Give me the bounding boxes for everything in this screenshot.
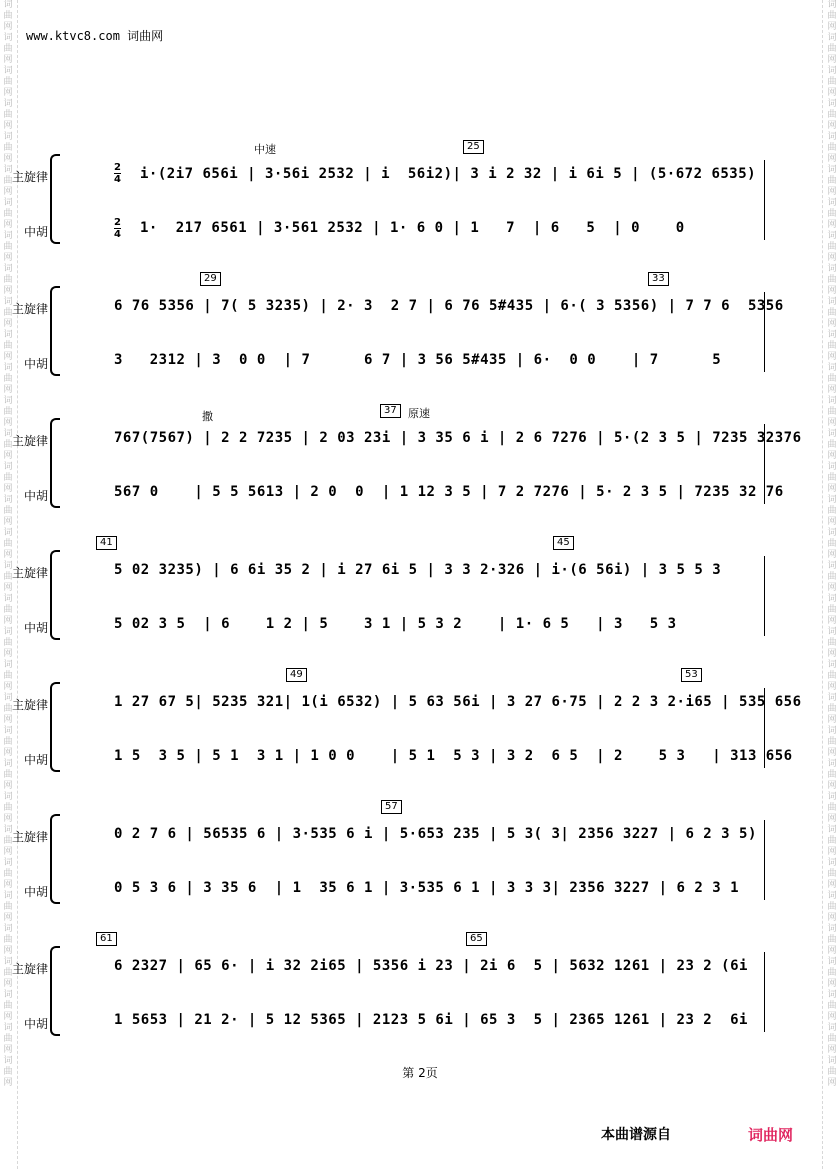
tempo-marker: 中速 <box>254 143 276 156</box>
system-brace <box>50 154 60 244</box>
bar-number: 33 <box>648 272 669 286</box>
melody-notation: 0 2 7 6 | 56535 6 | 3·535 6 i | 5·653 235 | 5 3( 3| 2356 3227 | 6 2 3 5) <box>114 826 757 842</box>
melody-notation: 767(7567) | 2 2 7235 | 2 03 23i | 3 35 6 i | 2 6 7276 | 5·(2 3 5 | 7235 32376 <box>114 430 802 446</box>
bar-number: 65 <box>466 932 487 946</box>
part-name-zhonghu: 中胡 <box>23 753 48 767</box>
right-margin-line <box>822 0 823 1169</box>
system-end-barline <box>764 556 765 636</box>
watermark-right: 词曲网词曲网词曲网词曲网词曲网词曲网词曲网词曲网词曲网词曲网词曲网词曲网词曲网词曲网词曲网词曲网词曲网词曲网词曲网词曲网词曲网词曲网词曲网词曲网词曲网词曲网词曲网词曲网词曲网词曲网词曲网词曲网词曲网 <box>827 0 837 1088</box>
part-name-melody: 主旋律 <box>11 302 48 316</box>
zhonghu-notation: 1· 217 6561 | 3·561 2532 | 1· 6 0 | 1 7 | 6 5 | 0 0 <box>140 220 703 236</box>
system-end-barline <box>764 292 765 372</box>
system-end-barline <box>764 424 765 504</box>
melody-notation: i·(2i7 656i | 3·56i 2532 | i 56i2)| 3 i 2 32 | i 6i 5 | (5·672 6535) <box>140 166 757 182</box>
part-name-zhonghu: 中胡 <box>23 621 48 635</box>
system-brace <box>50 946 60 1036</box>
part-name-melody: 主旋律 <box>11 830 48 844</box>
system-end-barline <box>764 952 765 1032</box>
system-end-barline <box>764 160 765 240</box>
bar-number: 57 <box>381 800 402 814</box>
tempo-marker: 撒 <box>202 410 213 423</box>
part-name-melody: 主旋律 <box>11 170 48 184</box>
system-brace <box>50 286 60 376</box>
melody-notation: 1 27 67 5| 5235 321| 1(i 6532) | 5 63 56i | 3 27 6·75 | 2 2 3 2·i65 | 535 656 <box>114 694 802 710</box>
source-label: 本曲谱源自 <box>601 1127 671 1143</box>
system-end-barline <box>764 688 765 768</box>
brand-logo-text[interactable]: 词曲网 <box>748 1126 794 1144</box>
tempo-marker: 原速 <box>408 407 430 420</box>
part-name-zhonghu: 中胡 <box>23 489 48 503</box>
page-number: 第 2页 <box>402 1066 438 1080</box>
time-signature: 2 4 <box>114 162 121 185</box>
melody-notation: 5 02 3235) | 6 6i 35 2 | i 27 6i 5 | 3 3 2·326 | i·(6 56i) | 3 5 5 3 <box>114 562 722 578</box>
bar-number: 61 <box>96 932 117 946</box>
bar-number: 45 <box>553 536 574 550</box>
bar-number: 37 <box>380 404 401 418</box>
part-name-zhonghu: 中胡 <box>23 1017 48 1031</box>
site-header: www.ktvc8.com 词曲网 <box>26 29 164 43</box>
time-signature: 2 4 <box>114 217 121 240</box>
system-brace <box>50 418 60 508</box>
part-name-melody: 主旋律 <box>11 434 48 448</box>
system-brace <box>50 550 60 640</box>
zhonghu-notation: 567 0 | 5 5 5613 | 2 0 0 | 1 12 3 5 | 7 2 7276 | 5· 2 3 5 | 7235 32 76 <box>114 484 784 500</box>
part-name-zhonghu: 中胡 <box>23 225 48 239</box>
system-brace <box>50 814 60 904</box>
part-name-zhonghu: 中胡 <box>23 885 48 899</box>
part-name-zhonghu: 中胡 <box>23 357 48 371</box>
bar-number: 49 <box>286 668 307 682</box>
zhonghu-notation: 5 02 3 5 | 6 1 2 | 5 3 1 | 5 3 2 | 1· 6 5 | 3 5 3 <box>114 616 677 632</box>
zhonghu-notation: 1 5 3 5 | 5 1 3 1 | 1 0 0 | 5 1 5 3 | 3 2 6 5 | 2 5 3 | 313 656 <box>114 748 793 764</box>
bar-number: 41 <box>96 536 117 550</box>
melody-notation: 6 2327 | 65 6· | i 32 2i65 | 5356 i 23 | 2i 6 5 | 5632 1261 | 23 2 (6i <box>114 958 748 974</box>
system-brace <box>50 682 60 772</box>
zhonghu-notation: 3 2312 | 3 0 0 | 7 6 7 | 3 56 5#435 | 6· 0 0 | 7 5 <box>114 352 748 368</box>
system-end-barline <box>764 820 765 900</box>
part-name-melody: 主旋律 <box>11 962 48 976</box>
melody-notation: 6 76 5356 | 7( 5 3235) | 2· 3 2 7 | 6 76 5#435 | 6·( 3 5356) | 7 7 6 5356 <box>114 298 784 314</box>
zhonghu-notation: 0 5 3 6 | 3 35 6 | 1 35 6 1 | 3·535 6 1 | 3 3 3| 2356 3227 | 6 2 3 1 <box>114 880 748 896</box>
bar-number: 29 <box>200 272 221 286</box>
part-name-melody: 主旋律 <box>11 698 48 712</box>
part-name-melody: 主旋律 <box>11 566 48 580</box>
bar-number: 25 <box>463 140 484 154</box>
watermark-left: 词曲网词曲网词曲网词曲网词曲网词曲网词曲网词曲网词曲网词曲网词曲网词曲网词曲网词曲网词曲网词曲网词曲网词曲网词曲网词曲网词曲网词曲网词曲网词曲网词曲网词曲网词曲网词曲网词曲网词曲网词曲网词曲网词曲网 <box>3 0 13 1088</box>
bar-number: 53 <box>681 668 702 682</box>
zhonghu-notation: 1 5653 | 21 2· | 5 12 5365 | 2123 5 6i | 65 3 5 | 2365 1261 | 23 2 6i <box>114 1012 748 1028</box>
